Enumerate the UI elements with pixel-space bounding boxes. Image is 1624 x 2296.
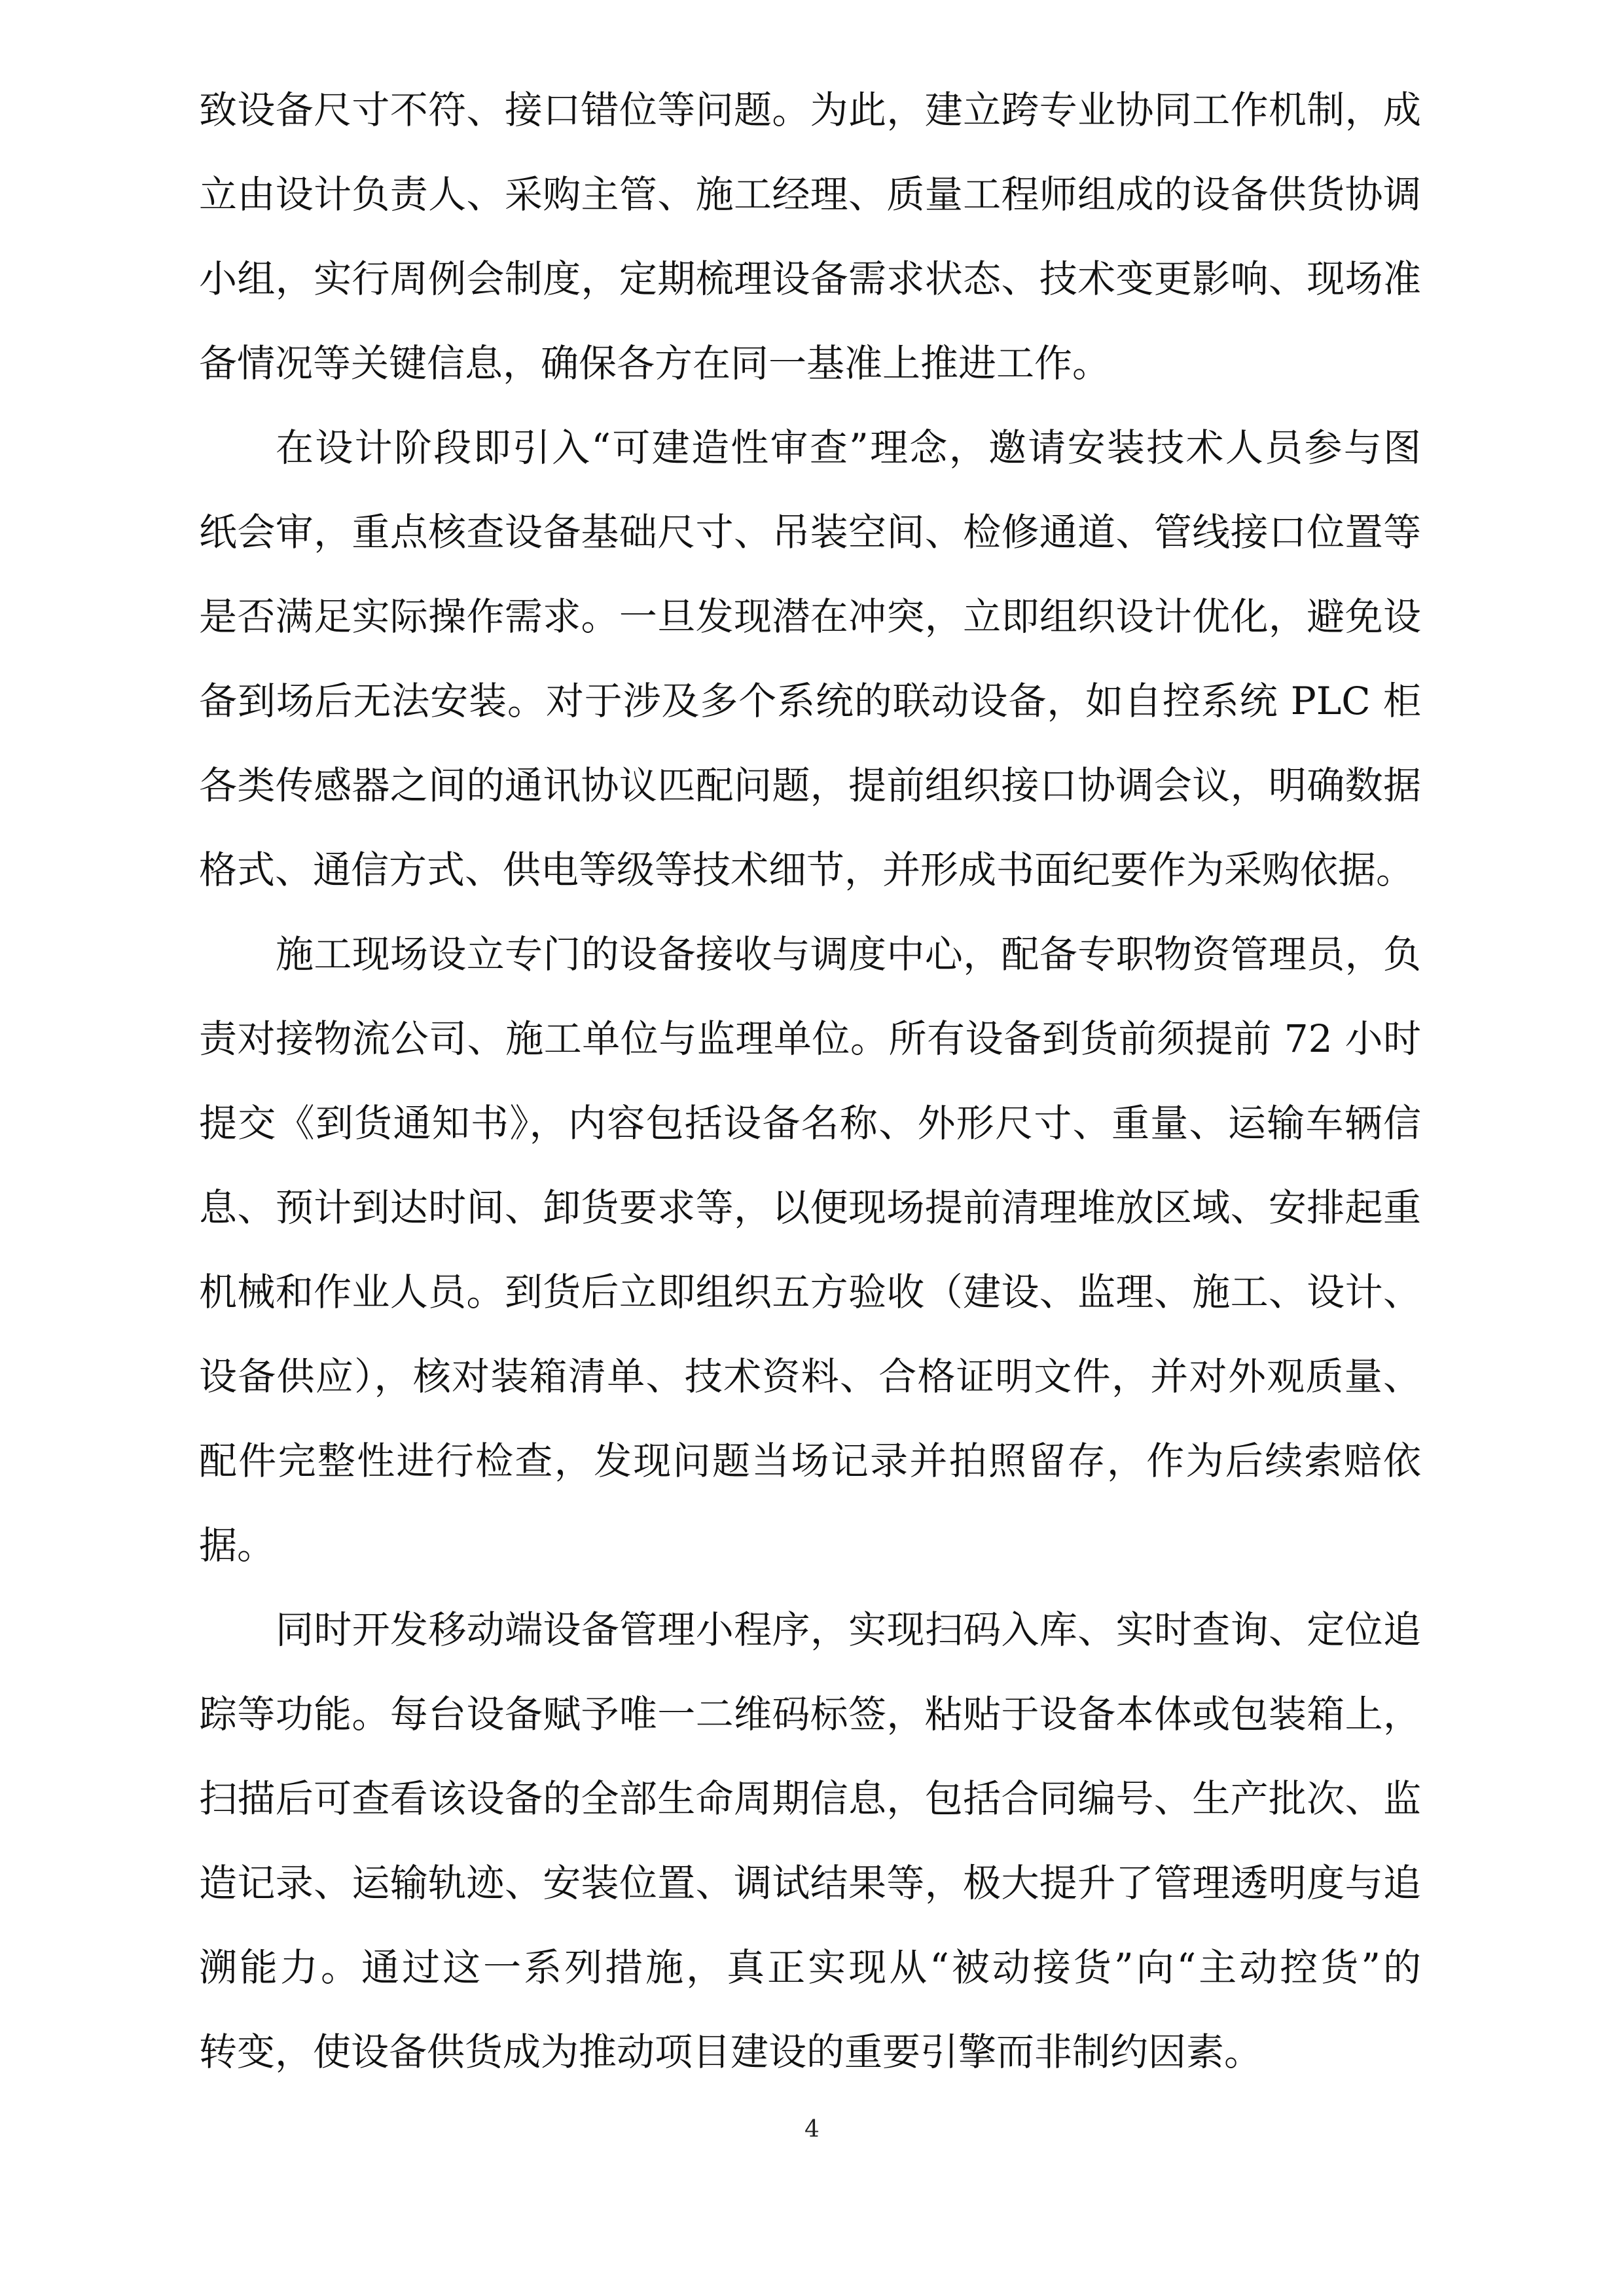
text-line: 备到场后无法安装。对于涉及多个系统的联动设备，如自控系统 PLC 柜 (199, 679, 1421, 723)
paragraph-2 (199, 406, 1421, 912)
text-line: 机械和作业人员。到货后立即组织五方验收（建设、监理、施工、设计、 (199, 1270, 1421, 1314)
text-line: 配件完整性进行检查，发现问题当场记录并拍照留存，作为后续索赔依 (199, 1439, 1421, 1483)
text-line: 在设计阶段即引入“可建造性审查”理念，邀请安装技术人员参与图 (276, 425, 1421, 470)
page-number: 4 (804, 2116, 820, 2143)
paragraph-4 (199, 1588, 1421, 2094)
text-line: 立由设计负责人、采购主管、施工经理、质量工程师组成的设备供货协调 (199, 172, 1421, 217)
text-line: 备情况等关键信息，确保各方在同一基准上推进工作。 (199, 341, 1111, 386)
paragraph-1 (199, 68, 1421, 406)
body-text (199, 68, 1421, 2094)
text-line: 据。 (199, 1523, 276, 1568)
text-line: 是否满足实际操作需求。一旦发现潜在冲突，立即组织设计优化，避免设 (199, 594, 1421, 639)
text-line: 小组，实行周例会制度，定期梳理设备需求状态、技术变更影响、现场准 (199, 257, 1421, 301)
text-line: 施工现场设立专门的设备接收与调度中心，配备专职物资管理员，负 (276, 932, 1421, 977)
paragraph-3 (199, 912, 1421, 1588)
text-line: 造记录、运输轨迹、安装位置、调试结果等，极大提升了管理透明度与追 (199, 1861, 1421, 1905)
text-line: 同时开发移动端设备管理小程序，实现扫码入库、实时查询、定位追 (276, 1607, 1421, 1652)
text-line: 提交《到货通知书》，内容包括设备名称、外形尺寸、重量、运输车辆信 (199, 1101, 1421, 1145)
text-line: 格式、通信方式、供电等级等技术细节，并形成书面纪要作为采购依据。 (199, 848, 1415, 892)
text-line: 扫描后可查看该设备的全部生命周期信息，包括合同编号、生产批次、监 (199, 1776, 1421, 1821)
text-line: 息、预计到达时间、卸货要求等，以便现场提前清理堆放区域、安排起重 (199, 1185, 1421, 1230)
text-line: 踪等功能。每台设备赋予唯一二维码标签，粘贴于设备本体或包装箱上， (199, 1692, 1421, 1736)
text-line: 纸会审，重点核查设备基础尺寸、吊装空间、检修通道、管线接口位置等 (199, 510, 1421, 554)
text-line: 责对接物流公司、施工单位与监理单位。所有设备到货前须提前 72 小时 (199, 1016, 1421, 1061)
text-line: 溯能力。通过这一系列措施，真正实现从“被动接货”向“主动控货”的 (199, 1945, 1421, 1990)
text-line: 各类传感器之间的通讯协议匹配问题，提前组织接口协调会议，明确数据 (199, 763, 1421, 808)
text-line: 转变，使设备供货成为推动项目建设的重要引擎而非制约因素。 (199, 2030, 1263, 2074)
text-line: 致设备尺寸不符、接口错位等问题。为此，建立跨专业协同工作机制，成 (199, 88, 1421, 132)
text-line: 设备供应），核对装箱清单、技术资料、合格证明文件，并对外观质量、 (199, 1354, 1421, 1399)
